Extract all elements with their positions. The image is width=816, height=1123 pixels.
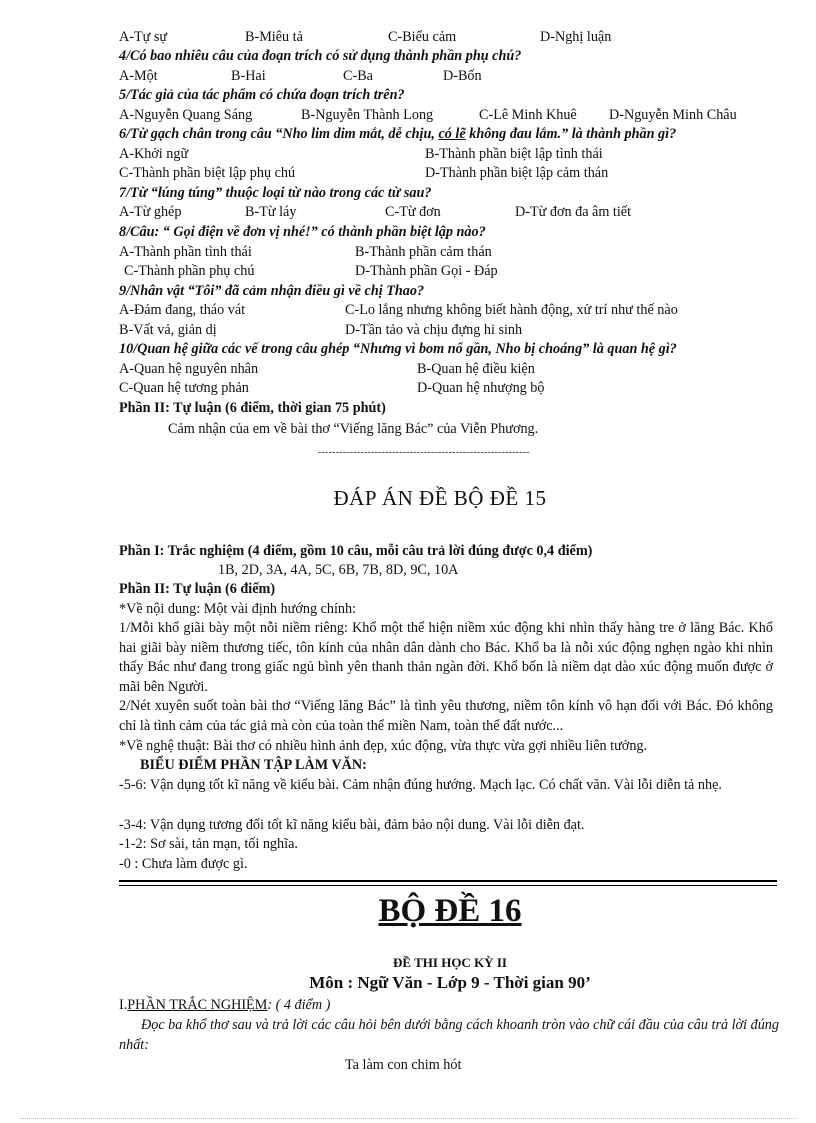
answer-part1-title: Phần I: Trắc nghiệm (4 điểm, gồm 10 câu, mỗi câu trả lời đúng được 0,4 điểm): [119, 543, 593, 559]
answer-paragraph-1: 1/Mỗi khổ giãi bày một nỗi niềm riêng: Khổ một thể hiện niềm xúc động khi nhìn thấy hàng tre ở lăng Bác. Khổ hai giãi bày niềm thương tiếc, tôn kính của nhân dân dành cho Bác. Khổ ba là nỗi xúc động nghẹn ngào khi nhìn thấy Bác như đang trong giấc ngủ bình yên thanh thản ngàn đời. Khổ bốn là niềm dạt dào xúc động muốn được ở mãi bên Người.: [119, 620, 773, 695]
q7-question: 7/Từ “lúng túng” thuộc loại từ nào trong các từ sau?: [119, 185, 432, 201]
q4-option-a: A-Một: [119, 68, 158, 84]
q9-question: 9/Nhân vật “Tôi” đã cảm nhận điều gì về chị Thao?: [119, 283, 425, 299]
score-0: -0 : Chưa làm được gì.: [119, 856, 248, 872]
score-5-6: -5-6: Vận dụng tốt kĩ năng về kiểu bài. Cảm nhận đúng hướng. Mạch lạc. Có chất văn. Vài lỗi diễn tả nhẹ.: [119, 777, 722, 793]
q10-question: 10/Quan hệ giữa các vế trong câu ghép “Nhưng vì bom nổ gần, Nho bị choáng” là quan hệ gì?: [119, 341, 677, 357]
q5-option-a: A-Nguyễn Quang Sáng: [119, 107, 253, 123]
set16-instruction: Đọc ba khổ thơ sau và trả lời các câu hỏi bên dưới bằng cách khoanh tròn vào chữ cái đầu của câu trả lời đúng nhất:: [119, 1017, 779, 1053]
set16-section-label: PHẦN TRẮC NGHIỆM: [127, 997, 268, 1013]
page-bottom-border: [20, 1118, 796, 1119]
answer-paragraph-2: 2/Nét xuyên suốt toàn bài thơ “Viếng lăng Bác” là tình yêu thương, niềm tôn kính vô hạn đối với Bác. Đó không chỉ là tình cảm của tác giả mà còn của toàn thể miền Nam, toàn thể đất nước...: [119, 698, 773, 734]
set16-section-points: : ( 4 điểm ): [267, 997, 331, 1013]
part2-prompt: Cảm nhận của em về bài thơ “Viếng lăng Bác” của Viễn Phương.: [168, 421, 539, 437]
q5-option-b: B-Nguyễn Thành Long: [301, 107, 434, 123]
q6-underlined-word: có lẽ: [438, 126, 466, 142]
q4-question: 4/Có bao nhiêu câu của đoạn trích có sử dụng thành phần phụ chú?: [119, 48, 522, 64]
q3-option-b: B-Miêu tả: [245, 29, 303, 45]
q7-option-c: C-Từ đơn: [385, 204, 441, 220]
separator-line: ------------------------------------------------------------: [318, 447, 530, 458]
q10-option-d: D-Quan hệ nhượng bộ: [417, 380, 545, 396]
part2-title: Phần II: Tự luận (6 điểm, thời gian 75 phút): [119, 400, 386, 416]
q6-option-a: A-Khởi ngữ: [119, 146, 189, 162]
q6-question-post: không đau lắm.” là thành phần gì?: [465, 126, 677, 142]
set16-poem-line-1: Ta làm con chim hót: [345, 1057, 462, 1073]
set16-title: BỘ ĐỀ 16: [378, 893, 522, 929]
q9-option-c: C-Lo lắng nhưng không biết hành động, xử trí như thế nào: [345, 302, 678, 318]
q5-option-c: C-Lê Minh Khuê: [479, 107, 577, 123]
q9-option-a: A-Đảm đang, tháo vát: [119, 302, 246, 318]
score-3-4: -3-4: Vận dụng tương đối tốt kĩ năng kiểu bài, đảm bảo nội dung. Vài lỗi diễn đạt.: [119, 817, 585, 833]
answer-art: *Về nghệ thuật: Bài thơ có nhiều hình ảnh đẹp, xúc động, vừa thực vừa gợi nhiều liên tưởng.: [119, 738, 648, 754]
q10-option-a: A-Quan hệ nguyên nhân: [119, 361, 259, 377]
set16-exam-title: ĐỀ THI HỌC KỲ II: [393, 955, 507, 970]
q10-option-b: B-Quan hệ điều kiện: [417, 361, 535, 377]
set16-section-number: I.: [119, 997, 128, 1013]
answer-title: ĐÁP ÁN ĐỀ BỘ ĐỀ 15: [333, 486, 547, 510]
q8-option-d: D-Thành phần Gọi - Đáp: [355, 263, 498, 279]
score-1-2: -1-2: Sơ sài, tản mạn, tối nghĩa.: [119, 836, 298, 852]
q7-option-b: B-Từ láy: [245, 204, 297, 220]
q8-option-c: C-Thành phần phụ chú: [124, 263, 255, 279]
q9-option-b: B-Vất vả, giản dị: [119, 322, 217, 338]
q10-option-c: C-Quan hệ tương phản: [119, 380, 249, 396]
q3-option-a: A-Tự sự: [119, 29, 168, 45]
q9-option-d: D-Tần tảo và chịu đựng hi sinh: [345, 322, 523, 338]
answer-content-title: *Về nội dung: Một vài định hướng chính:: [119, 601, 357, 617]
divider-thin: [119, 885, 777, 886]
set16-section-heading: [119, 996, 330, 1014]
set16-subject: Môn : Ngữ Văn - Lớp 9 - Thời gian 90’: [309, 973, 591, 992]
q4-option-d: D-Bốn: [443, 68, 482, 84]
divider-thick: [119, 880, 777, 882]
q3-option-c: C-Biểu cảm: [388, 29, 457, 45]
q8-option-a: A-Thành phần tình thái: [119, 244, 252, 260]
answer-part1-keys: 1B, 2D, 3A, 4A, 5C, 6B, 7B, 8D, 9C, 10A: [218, 562, 459, 578]
q5-question: 5/Tác giả của tác phẩm có chứa đoạn trích trên?: [119, 87, 405, 103]
q6-option-d: D-Thành phần biệt lập cảm thán: [425, 165, 609, 181]
q5-option-d: D-Nguyễn Minh Châu: [609, 107, 737, 123]
answer-part2-title: Phần II: Tự luận (6 điểm): [119, 581, 276, 597]
q7-option-d: D-Từ đơn đa âm tiết: [515, 204, 632, 220]
q6-option-b: B-Thành phần biệt lập tình thái: [425, 146, 603, 162]
q6-option-c: C-Thành phần biệt lập phụ chú: [119, 165, 296, 181]
q4-option-c: C-Ba: [343, 68, 373, 84]
q4-option-b: B-Hai: [231, 68, 266, 84]
q8-question: 8/Câu: “ Gọi điện về đơn vị nhé!” có thành phần biệt lập nào?: [119, 224, 486, 240]
scoring-title: BIỂU ĐIỂM PHẦN TẬP LÀM VĂN:: [140, 757, 367, 773]
q6-question: [119, 125, 676, 143]
q7-option-a: A-Từ ghép: [119, 204, 182, 220]
q3-option-d: D-Nghị luận: [540, 29, 612, 45]
q8-option-b: B-Thành phần cảm thán: [355, 244, 492, 260]
q6-question-pre: 6/Từ gạch chân trong câu “Nho lim dim mắt, dễ chịu,: [119, 126, 439, 142]
